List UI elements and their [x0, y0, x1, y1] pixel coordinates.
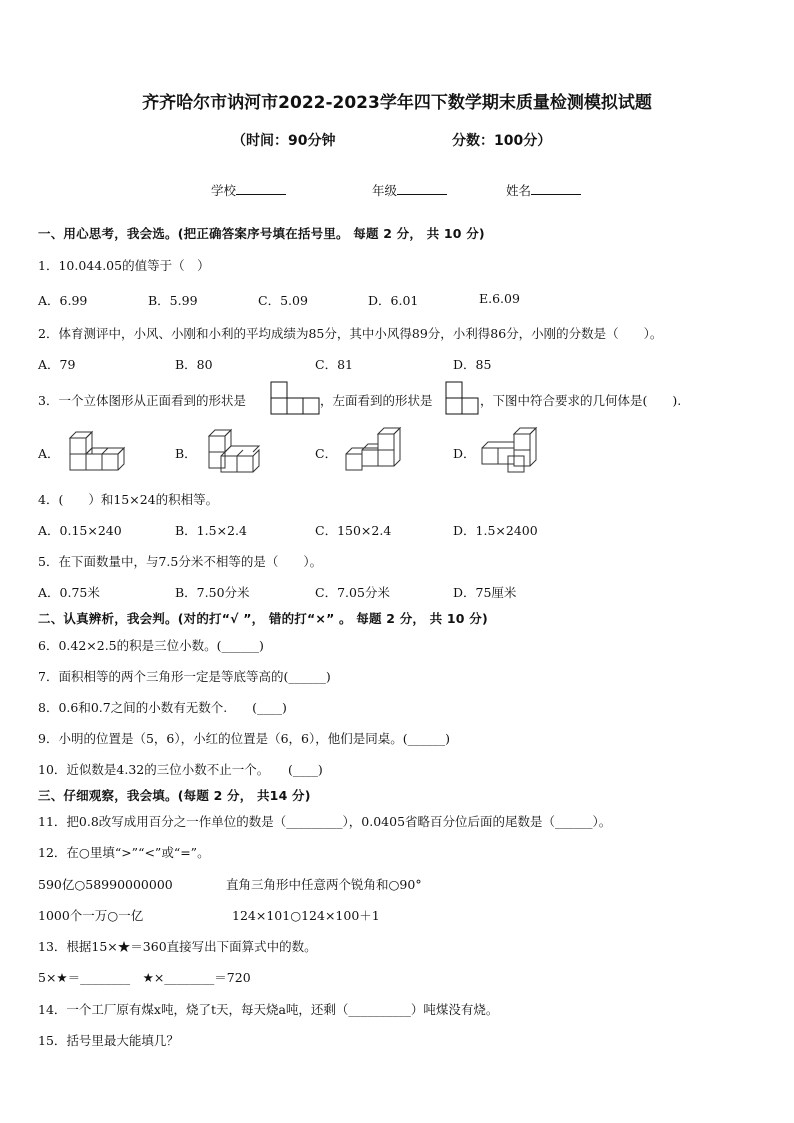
q12-item-a: 590亿○58990000000	[38, 877, 173, 892]
q14-text: 14．一个工厂原有煤x吨，烧了t天，每天烧a吨，还剩（__________）吨煤没有烧。	[38, 1002, 499, 1017]
q8-text: 8．0.6和0.7之间的小数有无数个. (____)	[38, 700, 287, 715]
q2-text: 2．体育测评中，小风、小刚和小利的平均成绩为85分，其中小风得89分，小利得86分，小刚的分数是（ ）。	[38, 326, 663, 341]
q13-item: 5×★＝________ ★×________＝720	[38, 970, 251, 985]
q1-option-d[interactable]: D．6.01	[368, 293, 419, 308]
q3-option-b[interactable]: B．	[175, 446, 197, 461]
q4-option-b[interactable]: B．1.5×2.4	[175, 523, 247, 538]
q4-option-c[interactable]: C．150×2.4	[315, 523, 392, 538]
q3-option-d[interactable]: D．	[453, 446, 476, 461]
name-label: 姓名	[506, 183, 532, 198]
name-field[interactable]	[506, 181, 581, 199]
school-blank[interactable]	[236, 182, 286, 195]
exam-time: （时间：90分钟	[232, 133, 336, 149]
q3-text-a: 3．一个立体图形从正面看到的形状是	[38, 393, 246, 408]
left-view-figure	[445, 381, 479, 415]
section1-heading: 一、用心思考，我会选。(把正确答案序号填在括号里。 每题 2 分， 共 10 分)	[38, 226, 485, 241]
q12-item-c: 1000个一万○一亿	[38, 908, 144, 923]
school-field[interactable]	[211, 181, 286, 199]
q12-item-d: 124×101○124×100＋1	[232, 908, 380, 923]
q3-option-a-cubes-icon	[66, 428, 132, 472]
name-blank[interactable]	[531, 182, 581, 195]
q3-option-c[interactable]: C．	[315, 446, 338, 461]
q5-option-d[interactable]: D．75厘米	[453, 585, 517, 600]
q3-text-b: ，左面看到的形状是	[320, 393, 433, 408]
q2-option-b[interactable]: B．80	[175, 357, 213, 372]
q7-text: 7．面积相等的两个三角形一定是等底等高的(______)	[38, 669, 331, 684]
q13-text: 13．根据15×★＝360直接写出下面算式中的数。	[38, 939, 317, 954]
section3-heading: 三、仔细观察，我会填。(每题 2 分， 共14 分)	[38, 788, 311, 803]
q9-text: 9．小明的位置是（5，6），小红的位置是（6，6），他们是同桌。(______)	[38, 731, 451, 746]
q5-text: 5．在下面数量中，与7.5分米不相等的是（ ）。	[38, 554, 323, 569]
q15-text: 15．括号里最大能填几？	[38, 1033, 179, 1048]
q11-text: 11．把0.8改写成用百分之一作单位的数是（_________），0.0405省略百分位后面的尾数是（______）。	[38, 814, 612, 829]
q4-text: 4．( ）和15×24的积相等。	[38, 492, 219, 507]
q5-option-b[interactable]: B．7.50分米	[175, 585, 250, 600]
q1-option-c[interactable]: C．5.09	[258, 293, 308, 308]
q10-text: 10．近似数是4.32的三位小数不止一个。 (____)	[38, 762, 323, 777]
grade-label: 年级	[372, 183, 398, 198]
q1-option-a[interactable]: A．6.99	[38, 293, 88, 308]
q3-option-b-cubes-icon	[203, 428, 269, 474]
q4-option-d[interactable]: D．1.5×2400	[453, 523, 538, 538]
grade-blank[interactable]	[397, 182, 447, 195]
q1-text: 1．10.044.05的值等于（ ）	[38, 258, 210, 273]
q4-option-a[interactable]: A．0.15×240	[38, 523, 122, 538]
section2-heading: 二、认真辨析，我会判。(对的打“√ ”， 错的打“×” 。 每题 2 分， 共 10 分)	[38, 611, 488, 626]
q3-text-c: ，下图中符合要求的几何体是( ).	[480, 393, 682, 408]
page-title: 齐齐哈尔市讷河市2022-2023学年四下数学期末质量检测模拟试题	[142, 93, 652, 113]
q3-option-a[interactable]: A．	[38, 446, 60, 461]
exam-score: 分数：100分）	[452, 133, 552, 149]
q5-option-a[interactable]: A．0.75米	[38, 585, 100, 600]
q1-option-b[interactable]: B．5.99	[148, 293, 198, 308]
q3-option-d-cubes-icon	[478, 426, 544, 474]
q2-option-d[interactable]: D．85	[453, 357, 492, 372]
q12-item-b: 直角三角形中任意两个锐角和○90°	[226, 877, 422, 892]
q2-option-a[interactable]: A．79	[38, 357, 76, 372]
front-view-figure	[270, 381, 320, 415]
q5-option-c[interactable]: C．7.05分米	[315, 585, 390, 600]
q1-option-e[interactable]: E.6.09	[479, 291, 520, 306]
q6-text: 6．0.42×2.5的积是三位小数。(______)	[38, 638, 264, 653]
q3-option-c-cubes-icon	[340, 426, 406, 474]
q2-option-c[interactable]: C．81	[315, 357, 353, 372]
school-label: 学校	[211, 183, 237, 198]
grade-field[interactable]	[372, 181, 447, 199]
q12-text: 12．在○里填“>”“<”或“=”。	[38, 845, 210, 860]
